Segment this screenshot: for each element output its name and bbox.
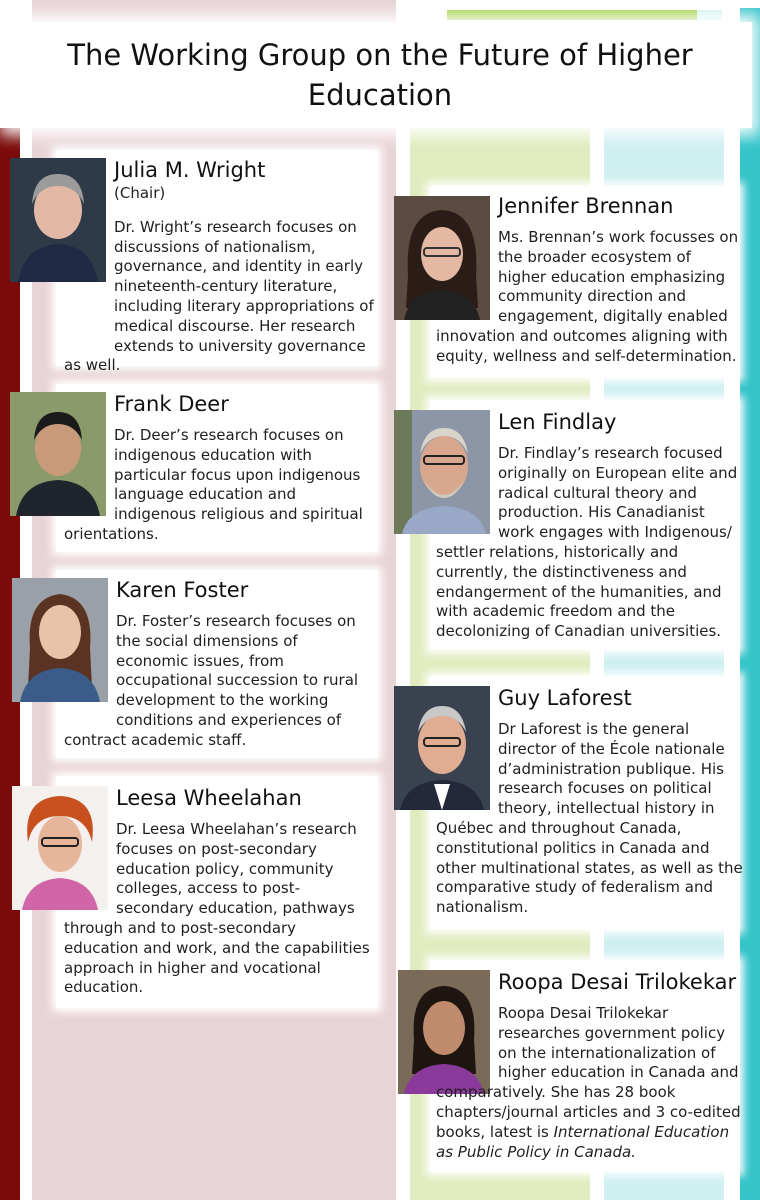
member-name: Len Findlay bbox=[498, 410, 617, 434]
member-role: (Chair) bbox=[114, 184, 166, 202]
top-green-accent bbox=[447, 10, 697, 20]
member-bio-book-title: International Education as Public Policy in Canada. bbox=[436, 1122, 730, 1161]
member-bio: Dr. Findlay’s research focused originally on European elite and radical cultural theory and production. His Canadianist work engages with Indigenous/ settler relations, historically and currently, the distinctiveness and endangerment of the humanities, and with academic freedom and the decolonizing of Canadian universities. bbox=[436, 444, 738, 641]
member-bio: Dr. Deer’s research focuses on indigenous education with particular focus upon indigenous language education and indigenous religious and spiritual orientations. bbox=[64, 426, 363, 543]
member-name: Roopa Desai Trilokekar bbox=[498, 970, 737, 994]
member-name: Guy Laforest bbox=[498, 686, 632, 710]
member-text-brennan bbox=[436, 192, 742, 367]
top-cyan-accent bbox=[697, 10, 722, 20]
member-name: Frank Deer bbox=[114, 392, 229, 416]
member-bio: Dr. Leesa Wheelahan’s research focuses on post-secondary education policy, community colleges, access to post-secondary education, pathways through and to post-secondary education and work, and the capabilities approach in higher and vocational education. bbox=[64, 820, 370, 997]
member-bio-text: Roopa Desai Trilokekar researches government policy on the internationalization of higher education in Canada and comparatively. She has 28 book chapters/journal articles and 3 co-edited books, latest is bbox=[436, 1004, 741, 1141]
member-bio: Dr Laforest is the general director of the École nationale d’administration publique. His research focuses on political theory, intellectual history in Québec and throughout Canada, constitutional politics in Canada and other multinational states, as well as the comparative study of federalism and nationalism. bbox=[436, 720, 743, 917]
member-text-findlay bbox=[436, 408, 742, 642]
member-name: Jennifer Brennan bbox=[498, 194, 674, 218]
member-bio: Dr. Foster’s research focuses on the social dimensions of economic issues, from occupational succession to rural development to the working conditions and experiences of contract academic staff. bbox=[64, 612, 359, 749]
member-text-laforest bbox=[436, 684, 744, 918]
title-banner bbox=[8, 22, 752, 128]
member-text-foster bbox=[64, 576, 374, 751]
member-text-wright bbox=[64, 156, 374, 376]
member-text-wheelahan bbox=[64, 784, 374, 998]
member-name: Leesa Wheelahan bbox=[116, 786, 302, 810]
member-name: Karen Foster bbox=[116, 578, 249, 602]
right-teal-bar bbox=[740, 8, 760, 1200]
member-name: Julia M. Wright bbox=[114, 158, 266, 182]
page-title: The Working Group on the Future of Higher Education bbox=[67, 38, 693, 112]
member-text-trilokekar bbox=[436, 968, 742, 1162]
member-text-deer bbox=[64, 390, 374, 545]
member-bio: Dr. Wright’s research focuses on discussions of nationalism, governance, and identity in early nineteenth-century literature, including literary appropriations of medical discourse. Her research extends to university governance as well. bbox=[64, 217, 374, 375]
member-bio: Ms. Brennan’s work focusses on the broader ecosystem of higher education emphasizing community direction and engagement, digitally enabled innovation and outcomes aligning with equity, wellness and self-determination. bbox=[436, 228, 739, 365]
